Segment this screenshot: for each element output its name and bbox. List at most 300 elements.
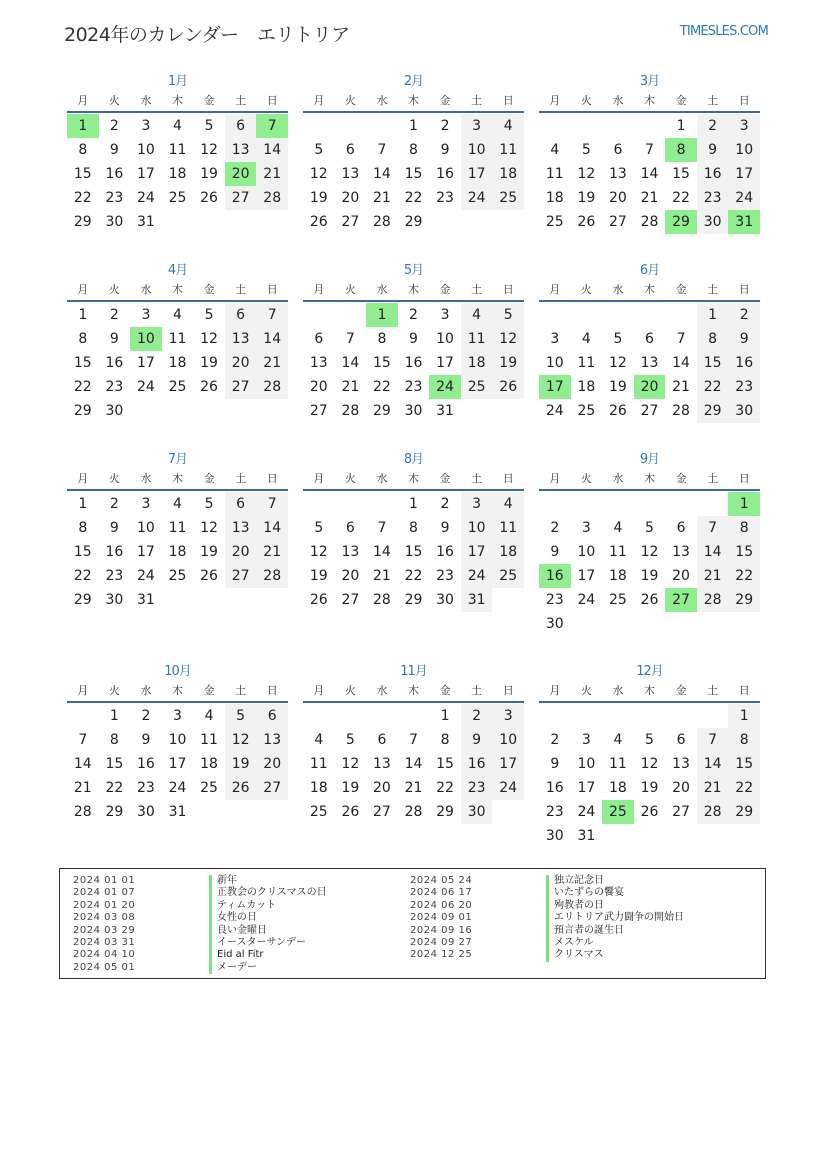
day-cell: 26 xyxy=(225,776,257,800)
month-name: 1月 xyxy=(167,74,188,89)
day-cell: 28 xyxy=(73,804,92,820)
month-name: 12月 xyxy=(636,664,663,679)
day-cell: 25 xyxy=(492,564,524,588)
weekday-label: 土 xyxy=(235,94,247,107)
day-cell: 3 xyxy=(728,114,760,138)
holiday-day-cell: 17 xyxy=(539,375,571,399)
day-cell: 19 xyxy=(492,351,524,375)
day-cell: 20 xyxy=(341,568,360,584)
day-cell: 11 xyxy=(200,732,218,748)
month-12 xyxy=(539,663,760,848)
day-cell: 2 xyxy=(440,496,450,512)
day-cell: 14 xyxy=(697,752,729,776)
day-cell: 2 xyxy=(109,307,119,323)
day-cell: 9 xyxy=(728,327,760,351)
month-2 xyxy=(303,73,524,234)
weekday-label: 土 xyxy=(471,94,483,107)
day-cell: 11 xyxy=(609,544,627,560)
empty-cell xyxy=(335,704,367,728)
day-cell: 16 xyxy=(436,544,454,560)
empty-cell xyxy=(539,114,571,138)
weekday-label: 土 xyxy=(235,684,247,697)
day-cell: 8 xyxy=(109,732,119,748)
month-name: 7月 xyxy=(167,452,188,467)
day-cell: 20 xyxy=(672,568,690,584)
empty-cell xyxy=(303,492,335,516)
holiday-day-cell: 7 xyxy=(256,114,288,138)
day-grid xyxy=(67,302,288,423)
day-cell: 14 xyxy=(640,166,659,182)
day-cell: 27 xyxy=(672,804,690,820)
day-cell: 3 xyxy=(581,520,591,536)
weekday-label: 金 xyxy=(675,283,687,296)
month-7 xyxy=(67,451,288,612)
day-cell: 7 xyxy=(645,142,654,158)
day-cell: 3 xyxy=(141,307,151,323)
day-cell: 2 xyxy=(550,732,560,748)
weekday-label: 月 xyxy=(313,94,325,107)
weekday-label: 木 xyxy=(644,684,656,697)
month-4 xyxy=(67,262,288,423)
legend-date: 2024 01 01 xyxy=(73,875,136,886)
legend-row xyxy=(410,925,684,937)
day-cell: 4 xyxy=(550,142,560,158)
weekday-label: 木 xyxy=(408,283,420,296)
weekday-label: 土 xyxy=(471,283,483,296)
day-cell: 12 xyxy=(225,728,257,752)
empty-cell xyxy=(366,704,398,728)
month-3 xyxy=(539,73,760,234)
day-cell: 9 xyxy=(109,331,119,347)
weekday-label: 水 xyxy=(612,684,624,697)
day-cell: 25 xyxy=(309,804,328,820)
day-cell: 16 xyxy=(105,355,124,371)
day-cell: 29 xyxy=(697,399,729,423)
day-cell: 18 xyxy=(200,756,218,772)
holiday-day-cell: 10 xyxy=(130,327,162,351)
day-cell: 31 xyxy=(137,592,155,608)
day-cell: 4 xyxy=(492,114,524,138)
weekday-label: 水 xyxy=(376,472,388,485)
day-cell: 22 xyxy=(105,780,124,796)
weekday-label: 金 xyxy=(675,94,687,107)
day-cell: 7 xyxy=(697,516,729,540)
weekday-label: 土 xyxy=(707,94,719,107)
day-cell: 18 xyxy=(168,166,187,182)
weekday-label: 木 xyxy=(408,472,420,485)
day-cell: 5 xyxy=(492,303,524,327)
day-cell: 22 xyxy=(728,564,760,588)
day-cell: 12 xyxy=(309,544,328,560)
weekday-label: 月 xyxy=(549,283,561,296)
day-cell: 21 xyxy=(672,379,690,395)
day-cell: 22 xyxy=(73,379,92,395)
legend-row xyxy=(73,887,327,899)
holiday-day-cell: 29 xyxy=(665,210,697,234)
day-cell: 1 xyxy=(676,118,686,134)
day-cell: 14 xyxy=(373,166,391,182)
month-5 xyxy=(303,262,524,423)
day-cell: 12 xyxy=(640,544,659,560)
day-cell: 27 xyxy=(309,403,328,419)
day-cell: 24 xyxy=(461,564,493,588)
day-cell: 8 xyxy=(78,331,88,347)
day-cell: 1 xyxy=(78,496,88,512)
day-cell: 10 xyxy=(577,544,596,560)
legend-holiday-name: 良い金曜日 xyxy=(209,925,267,937)
day-cell: 11 xyxy=(461,327,493,351)
day-cell: 19 xyxy=(200,544,218,560)
legend-date: 2024 09 27 xyxy=(410,936,473,948)
day-cell: 26 xyxy=(640,804,659,820)
day-cell: 23 xyxy=(436,190,454,206)
day-cell: 18 xyxy=(609,780,627,796)
empty-cell xyxy=(602,114,634,138)
month-9 xyxy=(539,451,760,636)
day-cell: 24 xyxy=(137,379,155,395)
day-cell: 5 xyxy=(645,732,654,748)
day-cell: 29 xyxy=(73,403,92,419)
day-cell: 4 xyxy=(613,732,623,748)
legend-date: 2024 01 20 xyxy=(73,899,136,911)
holiday-day-cell: 27 xyxy=(665,588,697,612)
weekday-header xyxy=(303,681,524,703)
weekday-label: 水 xyxy=(140,684,152,697)
day-cell: 25 xyxy=(168,190,187,206)
legend-date: 2024 04 10 xyxy=(73,949,136,961)
day-cell: 7 xyxy=(409,732,418,748)
day-cell: 27 xyxy=(256,776,288,800)
weekday-label: 金 xyxy=(203,283,215,296)
legend-holiday-name: メーデー xyxy=(209,962,257,974)
day-cell: 8 xyxy=(78,142,88,158)
day-cell: 29 xyxy=(73,214,92,230)
brand-link[interactable]: TIMESLES.COM xyxy=(679,24,768,39)
day-cell: 6 xyxy=(225,114,257,138)
day-cell: 6 xyxy=(256,704,288,728)
day-cell: 4 xyxy=(173,307,182,323)
day-cell: 9 xyxy=(109,142,119,158)
day-cell: 21 xyxy=(697,776,729,800)
day-cell: 13 xyxy=(256,728,288,752)
day-cell: 30 xyxy=(728,399,760,423)
day-cell: 13 xyxy=(309,355,328,371)
legend-row xyxy=(410,887,684,899)
day-cell: 13 xyxy=(341,166,360,182)
weekday-label: 火 xyxy=(344,472,356,485)
legend-holiday-name: 預言者の誕生日 xyxy=(546,925,624,937)
weekday-label: 月 xyxy=(77,94,89,107)
day-cell: 12 xyxy=(200,331,218,347)
day-cell: 8 xyxy=(377,331,387,347)
month-name: 6月 xyxy=(639,263,660,278)
weekday-label: 日 xyxy=(738,94,750,107)
weekday-label: 日 xyxy=(502,472,514,485)
day-cell: 28 xyxy=(373,592,391,608)
day-cell: 13 xyxy=(672,756,690,772)
day-cell: 15 xyxy=(105,756,124,772)
day-cell: 4 xyxy=(173,118,182,134)
empty-cell xyxy=(366,492,398,516)
empty-cell xyxy=(303,704,335,728)
day-cell: 19 xyxy=(640,568,659,584)
day-cell: 6 xyxy=(645,331,654,347)
day-cell: 5 xyxy=(645,520,654,536)
day-cell: 24 xyxy=(545,403,564,419)
empty-cell xyxy=(335,303,367,327)
empty-cell xyxy=(571,303,603,327)
day-cell: 30 xyxy=(436,592,454,608)
day-cell: 15 xyxy=(404,544,423,560)
day-cell: 23 xyxy=(545,592,564,608)
day-cell: 15 xyxy=(73,166,92,182)
weekday-label: 水 xyxy=(612,283,624,296)
day-cell: 23 xyxy=(105,190,124,206)
day-cell: 12 xyxy=(609,355,627,371)
weekday-label: 月 xyxy=(549,94,561,107)
weekday-label: 月 xyxy=(313,684,325,697)
day-cell: 6 xyxy=(345,520,355,536)
day-cell: 14 xyxy=(672,355,690,371)
holiday-legend xyxy=(59,868,766,979)
weekday-label: 火 xyxy=(580,283,592,296)
day-cell: 24 xyxy=(461,186,493,210)
day-cell: 4 xyxy=(173,496,182,512)
day-cell: 13 xyxy=(225,138,257,162)
month-10 xyxy=(67,663,288,824)
day-cell: 21 xyxy=(373,568,391,584)
day-cell: 15 xyxy=(436,756,454,772)
empty-cell xyxy=(539,704,571,728)
day-grid xyxy=(539,302,760,423)
day-cell: 16 xyxy=(545,780,564,796)
day-cell: 27 xyxy=(225,186,257,210)
day-cell: 20 xyxy=(256,752,288,776)
day-cell: 16 xyxy=(137,756,155,772)
day-cell: 3 xyxy=(550,331,560,347)
weekday-label: 月 xyxy=(77,472,89,485)
day-cell: 11 xyxy=(545,166,564,182)
weekday-label: 月 xyxy=(549,472,561,485)
day-cell: 11 xyxy=(168,331,187,347)
holiday-day-cell: 8 xyxy=(665,138,697,162)
day-cell: 5 xyxy=(225,704,257,728)
legend-row xyxy=(73,925,327,937)
day-cell: 2 xyxy=(409,307,418,323)
day-cell: 15 xyxy=(728,752,760,776)
day-cell: 23 xyxy=(105,568,124,584)
day-cell: 3 xyxy=(461,492,493,516)
empty-cell xyxy=(571,114,603,138)
day-cell: 26 xyxy=(577,214,596,230)
day-cell: 9 xyxy=(461,728,493,752)
weekday-label: 木 xyxy=(172,283,184,296)
empty-cell xyxy=(398,704,430,728)
legend-row xyxy=(73,962,327,974)
day-cell: 25 xyxy=(168,568,187,584)
day-cell: 29 xyxy=(105,804,124,820)
day-cell: 18 xyxy=(309,780,328,796)
day-cell: 14 xyxy=(256,138,288,162)
weekday-label: 火 xyxy=(344,684,356,697)
day-cell: 14 xyxy=(73,756,92,772)
empty-cell xyxy=(303,303,335,327)
day-cell: 20 xyxy=(225,351,257,375)
day-cell: 13 xyxy=(225,327,257,351)
day-cell: 30 xyxy=(105,403,124,419)
day-cell: 12 xyxy=(341,756,360,772)
weekday-label: 水 xyxy=(140,472,152,485)
legend-holiday-name: メスケル xyxy=(546,937,594,949)
legend-row xyxy=(410,949,684,961)
legend-row xyxy=(73,937,327,949)
holiday-day-cell: 25 xyxy=(602,800,634,824)
weekday-label: 日 xyxy=(738,684,750,697)
day-cell: 3 xyxy=(141,496,151,512)
weekday-label: 土 xyxy=(235,283,247,296)
weekday-label: 木 xyxy=(172,472,184,485)
day-cell: 20 xyxy=(341,190,360,206)
weekday-label: 月 xyxy=(77,283,89,296)
weekday-header xyxy=(539,280,760,302)
day-cell: 5 xyxy=(204,496,214,512)
day-grid xyxy=(303,113,524,234)
day-cell: 27 xyxy=(373,804,391,820)
weekday-label: 火 xyxy=(580,684,592,697)
day-grid xyxy=(67,491,288,612)
day-cell: 7 xyxy=(377,520,387,536)
day-cell: 27 xyxy=(341,214,360,230)
day-cell: 29 xyxy=(404,592,423,608)
month-name: 3月 xyxy=(639,74,660,89)
day-cell: 7 xyxy=(256,492,288,516)
weekday-label: 水 xyxy=(376,94,388,107)
day-cell: 20 xyxy=(373,780,391,796)
day-cell: 19 xyxy=(225,752,257,776)
day-cell: 17 xyxy=(461,162,493,186)
day-cell: 24 xyxy=(137,190,155,206)
day-cell: 26 xyxy=(200,568,218,584)
day-cell: 1 xyxy=(728,704,760,728)
weekday-label: 金 xyxy=(439,283,451,296)
day-cell: 21 xyxy=(256,162,288,186)
legend-date: 2024 05 01 xyxy=(73,961,136,973)
weekday-label: 月 xyxy=(549,684,561,697)
day-cell: 12 xyxy=(200,142,218,158)
day-cell: 23 xyxy=(404,379,423,395)
legend-date: 2024 06 20 xyxy=(410,899,473,911)
day-cell: 9 xyxy=(697,138,729,162)
legend-row xyxy=(73,875,327,887)
empty-cell xyxy=(697,492,729,516)
day-cell: 14 xyxy=(341,355,360,371)
month-name: 4月 xyxy=(167,263,188,278)
day-cell: 9 xyxy=(550,544,560,560)
day-cell: 27 xyxy=(225,564,257,588)
empty-cell xyxy=(571,492,603,516)
day-cell: 8 xyxy=(728,516,760,540)
day-cell: 11 xyxy=(577,355,596,371)
day-cell: 30 xyxy=(404,403,423,419)
day-cell: 30 xyxy=(137,804,155,820)
day-cell: 11 xyxy=(168,520,187,536)
day-cell: 9 xyxy=(141,732,151,748)
day-cell: 18 xyxy=(168,544,187,560)
empty-cell xyxy=(697,704,729,728)
weekday-label: 土 xyxy=(471,472,483,485)
day-cell: 18 xyxy=(609,568,627,584)
day-cell: 1 xyxy=(409,496,418,512)
day-cell: 23 xyxy=(697,186,729,210)
day-cell: 8 xyxy=(697,327,729,351)
empty-cell xyxy=(634,492,666,516)
day-cell: 14 xyxy=(697,540,729,564)
day-cell: 29 xyxy=(404,214,423,230)
day-cell: 10 xyxy=(137,142,155,158)
weekday-label: 日 xyxy=(266,283,278,296)
holiday-day-cell: 24 xyxy=(429,375,461,399)
weekday-label: 水 xyxy=(140,283,152,296)
day-cell: 8 xyxy=(440,732,450,748)
day-cell: 19 xyxy=(200,355,218,371)
day-cell: 20 xyxy=(225,540,257,564)
empty-cell xyxy=(665,492,697,516)
day-cell: 28 xyxy=(256,564,288,588)
day-cell: 17 xyxy=(137,355,155,371)
holiday-day-cell: 31 xyxy=(728,210,760,234)
day-cell: 29 xyxy=(73,592,92,608)
day-cell: 1 xyxy=(440,708,450,724)
day-cell: 26 xyxy=(200,379,218,395)
day-cell: 6 xyxy=(225,492,257,516)
weekday-header xyxy=(303,469,524,491)
day-cell: 22 xyxy=(373,379,391,395)
day-cell: 8 xyxy=(409,142,418,158)
weekday-label: 火 xyxy=(108,684,120,697)
day-cell: 18 xyxy=(492,162,524,186)
day-cell: 22 xyxy=(73,190,92,206)
day-cell: 10 xyxy=(492,728,524,752)
weekday-label: 火 xyxy=(344,283,356,296)
day-cell: 21 xyxy=(73,780,92,796)
day-cell: 18 xyxy=(168,355,187,371)
weekday-label: 木 xyxy=(172,684,184,697)
day-cell: 19 xyxy=(341,780,360,796)
day-cell: 28 xyxy=(341,403,360,419)
day-cell: 26 xyxy=(640,592,659,608)
legend-date: 2024 03 08 xyxy=(73,912,136,924)
day-cell: 9 xyxy=(109,520,119,536)
empty-cell xyxy=(602,704,634,728)
month-name: 10月 xyxy=(164,664,191,679)
day-cell: 17 xyxy=(168,756,187,772)
legend-date: 2024 09 01 xyxy=(410,912,473,924)
day-cell: 11 xyxy=(609,756,627,772)
day-cell: 5 xyxy=(613,331,623,347)
day-cell: 18 xyxy=(545,190,564,206)
day-cell: 5 xyxy=(345,732,355,748)
day-cell: 19 xyxy=(309,190,328,206)
day-cell: 5 xyxy=(204,118,214,134)
day-cell: 2 xyxy=(109,118,119,134)
legend-row xyxy=(410,900,684,912)
legend-holiday-name: 女性の日 xyxy=(209,912,257,924)
day-cell: 16 xyxy=(461,752,493,776)
day-cell: 11 xyxy=(168,142,187,158)
weekday-label: 金 xyxy=(439,684,451,697)
empty-cell xyxy=(634,114,666,138)
day-cell: 20 xyxy=(309,379,328,395)
